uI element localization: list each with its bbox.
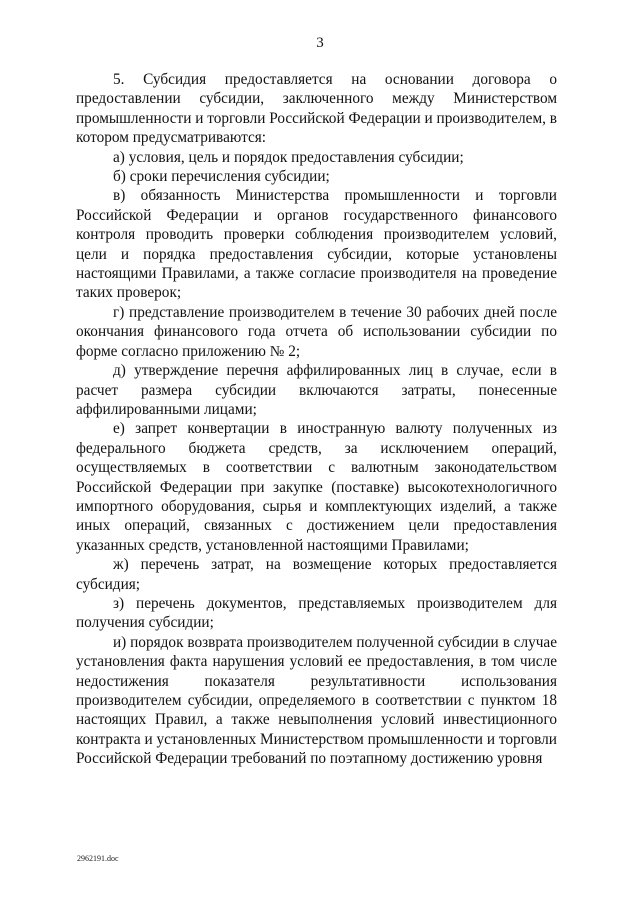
paragraph-item-z: з) перечень документов, представляемых производителем для получения субсидии; (76, 594, 557, 632)
paragraph-item-zh: ж) перечень затрат, на возмещение которых предоставляется субсидия; (76, 556, 557, 593)
paragraph-item-i: и) порядок возврата производителем полученной субсидии в случае установления факта нарушения условий ее предоставления, в том числе недостижения показателя результативности использования производителем субсидии, определяемого в соответствии с пунктом 18 настоящих Правил, а также невыполнения условий инвестиционного контракта и установленных Министерством промышленности и торговли Российской Федерации требований по поэтапному достижению уровня (76, 633, 557, 768)
paragraph-item-d: д) утверждение перечня аффилированных лиц в случае, если в расчет размера субсидии включаются затраты, понесенные аффилированными лицами; (76, 362, 557, 418)
paragraph-clause-5: 5. Субсидия предоставляется на основании договора о предоставлении субсидии, заключенного между Министерством промышленности и торговли Российской Федерации и производителем, в котором предусматриваются: (76, 71, 557, 147)
paragraph-item-a: а) условия, цель и порядок предоставления субсидии; (113, 148, 464, 166)
paragraph-item-b: б) сроки перечисления субсидии; (113, 168, 330, 186)
document-file-code: 2962191.doc (77, 854, 119, 863)
paragraph-item-e: е) запрет конвертации в иностранную валюту полученных из федерального бюджета средств, за исключением операций, осуществляемых в соответствии с валютным законодательством Российской Федерации при закупке (поставке) высокотехнологичного импортного оборудования, сырья и комплектующих изделий, а также иных операций, связанных с достижением цели предоставления указанных средств, установленной настоящими Правилами; (76, 420, 557, 554)
paragraph-item-v: в) обязанность Министерства промышленности и торговли Российской Федерации и органов государственного финансового контроля проводить проверки соблюдения производителем условий, цели и порядка предоставления субсидии, которые установлены настоящими Правилами, а также согласие производителя на проведение таких проверок; (76, 187, 557, 302)
document-body (76, 70, 557, 769)
page-number: 3 (316, 35, 324, 51)
paragraph-item-g: г) представление производителем в течение 30 рабочих дней после окончания финансового года отчета об использовании субсидии по форме согласно приложению № 2; (76, 303, 557, 360)
